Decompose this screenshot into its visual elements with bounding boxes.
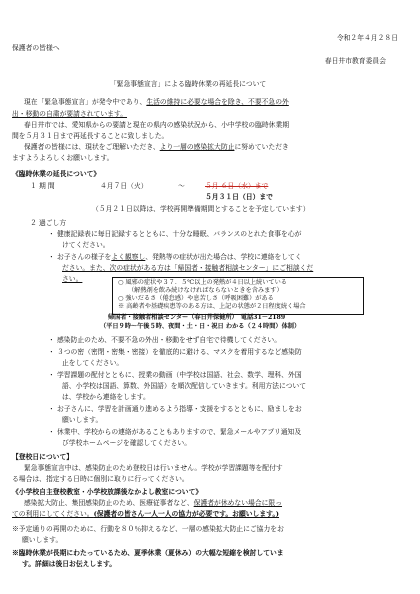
bullet-2-line-3: さい。 xyxy=(62,275,83,283)
classrooms-line-1: 感染拡大防止、集団感染防止のため、医療従事者など、保護者が休めない場合に限っ xyxy=(24,499,283,507)
section-heading-school-days: 【登校日について】 xyxy=(12,453,74,461)
intro-line-4: 間を５月３１日まで再延長することに致しました。 xyxy=(12,132,169,140)
bullet-6-line-1: ・ お子さんに、学習を計画通り進めるよう指導・支援をするとともに、励ましをお xyxy=(48,405,302,413)
recipient: 保護者の皆様へ xyxy=(12,44,60,52)
period-note: （５月２１日以降は、学校再開準備期間とすることを予定しています） xyxy=(92,205,310,213)
period-tilde: ～ xyxy=(178,182,185,190)
new-end-date: ５月３１日（日）まで xyxy=(205,193,273,201)
symptom-2: ○ 強いだるさ（倦怠感）や息苦しさ（呼吸困難）がある xyxy=(118,295,274,302)
page-title: 「緊急事態宣言」による臨時休業の再延長について xyxy=(110,80,267,88)
note-1-line-1: ※予定通りの再開のために、行動を８０％抑えるなど、一層の感染拡大防止にご協力をお xyxy=(12,525,284,533)
bullet-7-line-1: ・ 休業中、学校からの連絡があることもありますので、緊急メールやアプリ通知及 xyxy=(48,428,302,436)
bullet-2-line-2: ださい。また、次の症状がある方は「帰国者・接触者相談センター」にご相談くだ xyxy=(62,264,314,272)
bullet-5-line-2: 語、小学校は国語、算数、外国語）を順次配信していきます。利用方法について xyxy=(62,382,307,390)
intro-line-3: 春日井市では、愛知県からの要請と現在の県内の感染状況から、小中学校の臨時休業期 xyxy=(24,121,290,129)
symptom-1-note: （解熱剤を飲み続けなければならないときを含みます） xyxy=(128,287,283,294)
bullet-4-line-2: 止をしてください。 xyxy=(62,359,124,367)
period-start: ４月７日（火） xyxy=(100,182,148,190)
bullet-2-line-1: ・ お子さんの様子をよく観察し、発熱等の症状が出た場合は、学校に連絡をしてく xyxy=(48,253,302,261)
old-end-date: ５月 ６日（水）まで xyxy=(205,182,269,190)
note-2-line-1: ※臨時休業が長期にわたっているため、夏季休業（夏休み）の大幅な短縮を検討していま xyxy=(12,549,284,557)
note-1-line-2: 願いします。 xyxy=(22,536,63,544)
how-to-spend-heading: ２ 過ごし方 xyxy=(30,219,67,227)
note-2-line-2: す。詳細は後日お伝えします。 xyxy=(22,560,117,568)
bullet-3-line-1: ・ 感染防止のため、不要不急の外出・移動をせず自宅で待機してください。 xyxy=(48,336,281,344)
bullet-1-line-1: ・ 健康記録表に毎日記録するとともに、十分な睡眠、バランスのとれた食事を心が xyxy=(48,230,302,238)
bullet-5-line-1: ・ 学習課題の配付とともに、授業の動画（中学校は国語、社会、数学、理科、外国 xyxy=(48,371,302,379)
bullet-1-line-2: けてください。 xyxy=(62,241,110,249)
school-days-line-2: る場合は、指定する日時に個別に取りに行ってください。 xyxy=(12,475,189,483)
school-days-line-1: 緊急事態宣言中は、感染防止のため登校日は行いません。学校が学習課題等を配付す xyxy=(24,464,283,472)
bullet-4-line-1: ・ ３つの密（密閉・密集・密接）を徹底的に避ける、マスクを着用するなど感染防 xyxy=(48,348,302,356)
date: 令和２年４月２８日 xyxy=(336,34,398,42)
bullet-7-line-2: び学校ホームページを確認してください。 xyxy=(62,439,192,447)
section-heading-classrooms: 《小学校自主登校教室・小学校放課後なかよし教室について》 xyxy=(12,488,203,496)
intro-line-6: ますようよろしくお願いします。 xyxy=(12,154,114,162)
consultation-center: 帰国者・接触者相談センター（春日井保健所） 電話31－2189 xyxy=(108,314,286,321)
intro-line-2: 出・移動の自粛が要請されています。 xyxy=(12,110,128,118)
intro-line-5: 保護者の皆様には、現状をご理解いただき、より一層の感染拡大防止に努めていただき xyxy=(24,143,289,151)
intro-line-1: 現在「緊急事態宣言」が発令中であり、生活の維持に必要な場合を除き、不要不急の外 xyxy=(24,98,289,106)
sender: 春日井市教育委員会 xyxy=(324,57,386,65)
section-heading-extension: 《臨時休業の延長について》 xyxy=(12,170,101,178)
classrooms-line-2: ての利用にしてください。(保護者の皆さん一人一人の協力が必要です。お願いします。) xyxy=(12,510,280,518)
period-label: １ 期 間 xyxy=(30,182,55,190)
bullet-6-line-2: 願いします。 xyxy=(62,416,103,424)
symptom-1: ○ 風邪の症状や３７．５℃以上の発熱が４日以上続いている xyxy=(118,279,287,286)
consultation-hours: （平日９時～午後５時、夜間・土・日・祝日 わかる（２４時間）体制） xyxy=(100,323,301,330)
symptom-note-elderly: ※ 高齢者や基礎疾患等のある方は、上記の状態が２日程度続く場合 xyxy=(118,303,306,310)
bullet-5-line-3: は、学校から連絡をします。 xyxy=(62,393,150,401)
